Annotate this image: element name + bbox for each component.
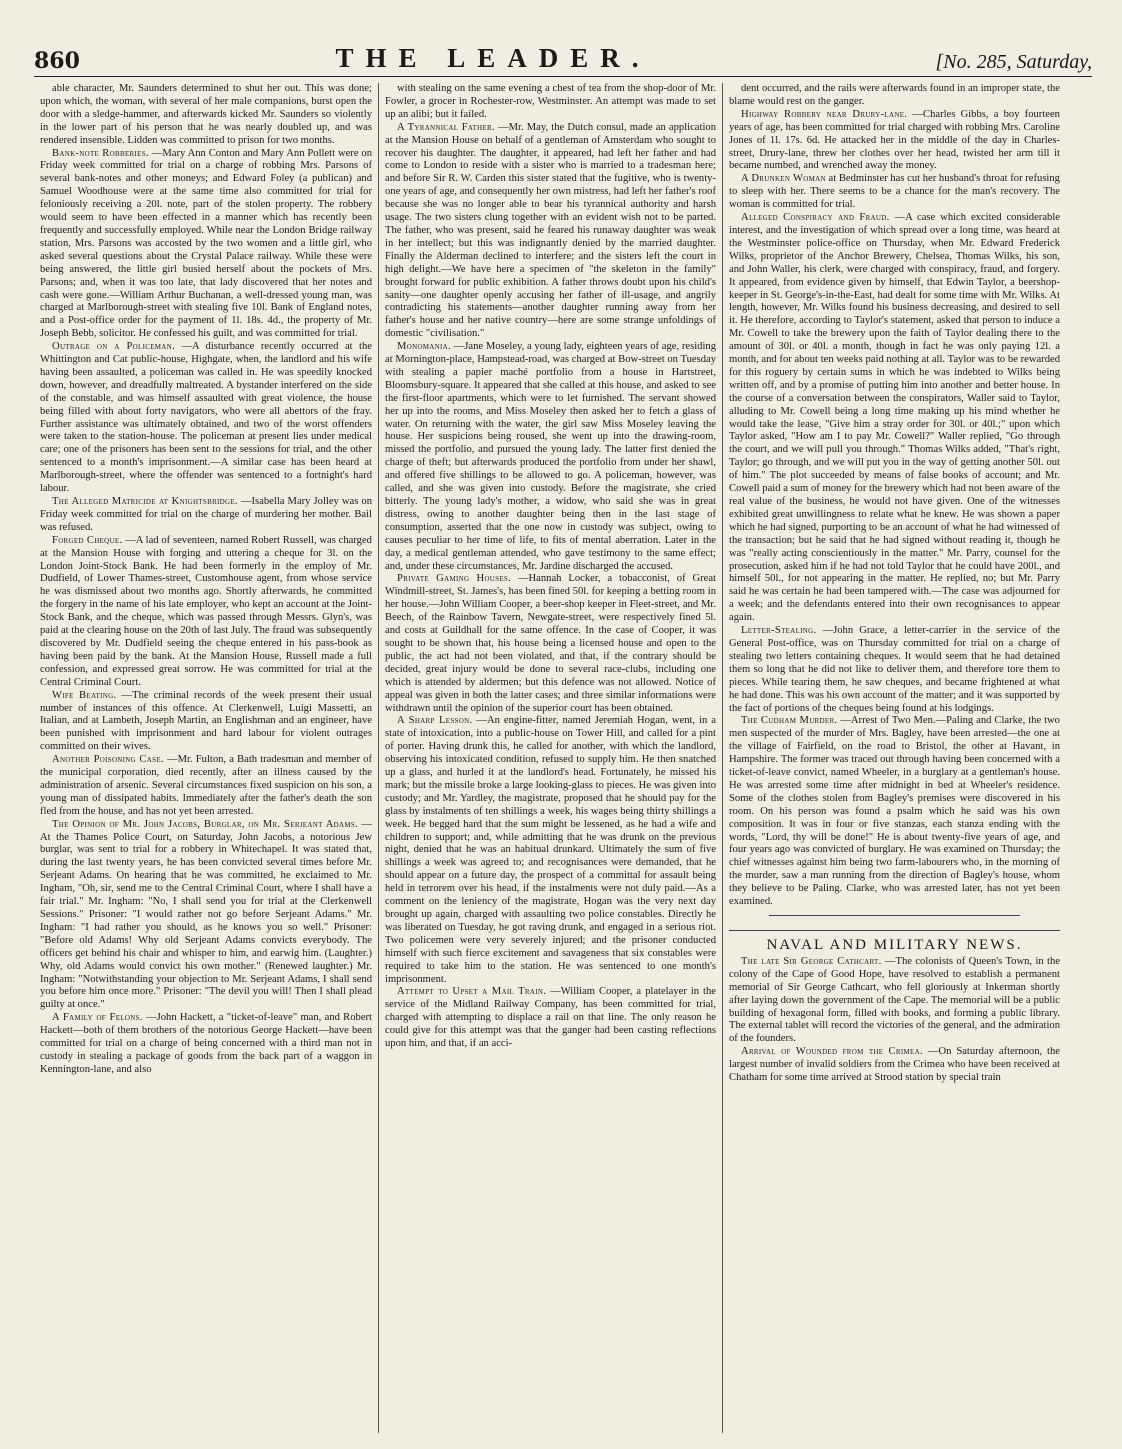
column-1	[34, 83, 378, 1433]
article-text: —The criminal records of the week present their usual number of instances of this offence. At Clerkenwell, Luigi Massetti, an Italian, and at Lambeth, Joseph Martin, an Englishman and an engineer, have been punished with imprisonment and hard labour for violent outrages committed on their wives.	[40, 689, 372, 753]
article-text: at Bedminster has cut her husband's throat for refusing to sleep with her. There seems to be a chance for the man's recovery. The woman is committed for trial.	[729, 173, 1060, 211]
article-text: —William Cooper, a platelayer in the service of the Midland Railway Company, has been committed for trial, charged with attempting to displace a rail on that line. The only reason he could give for this attempt was that the ganger had been casting reflections upon him, and that, if an acci-	[385, 986, 716, 1050]
article-text: —A lad of seventeen, named Robert Russell, was charged at the Mansion House with forging and uttering a cheque for 3l. on the London Joint-Stock Bank. He had been formerly in the employ of Mr. Dudfield, of Lower Thames-street, Customhouse agent, from whose service he was dismissed about two months ago. Shortly afterwards, he committed the forgery in the name of his late employer, who kept an account at the Joint-Stock Bank, and the cheque, which was passed through Messrs. Glyn's, was paid at the clearing house on the 20th of last July. The fraud was subsequently discovered by Mr. Dudfield seeing the cheque entered in his pass-book as having been paid by the bank. At the Mansion House, Russell made a full confession, and expressed great sorrow. He was committed for trial at the Central Criminal Court.	[40, 534, 372, 688]
column-3-articles	[729, 83, 1060, 909]
article-heading: A Tyrannical Father.	[397, 121, 495, 133]
article-paragraph	[40, 83, 372, 148]
article-paragraph	[40, 535, 372, 690]
columns	[34, 83, 1092, 1433]
article-heading: Wife Beating.	[52, 689, 117, 701]
article-paragraph	[729, 1046, 1060, 1085]
issue-dateline: [No. 285, Saturday,	[935, 51, 1092, 73]
article-heading: A Sharp Lesson.	[397, 715, 473, 727]
section-rule	[769, 915, 1020, 916]
article-paragraph	[40, 148, 372, 342]
article-heading: Letter-Stealing.	[741, 625, 817, 637]
article-heading: Attempt to Upset a Mail Train.	[397, 986, 547, 998]
article-heading: The Opinion of Mr. John Jacobs, Burglar, on Mr. Serjeant Adams.	[52, 818, 359, 830]
article-paragraph	[385, 986, 716, 1051]
article-text: —Mr. May, the Dutch consul, made an application at the Mansion House on behalf of a gentleman of Amsterdam who sought to recover his daughter. The daughter, it appeared, had left her father and had come to London to reside with a sister who is married to a tradesman here; and before Sir R. W. Carden this sister stated that the fugitive, who is twenty-one years of age, and consequently her own mistress, had left her father's roof because she was no longer able to bear his tyrannical authority and harsh usage. The two sisters clung together with an evident wish not to be parted. The father, who was present, said he feared his runaway daughter was weak in her intellect; but this was indignantly denied by the married daughter. Finally the Alderman declined to interfere; and the sisters left the court in high delight.—We have here a specimen of "the skeleton in the family" brought forward for public exhibition. A father throws doubt upon his child's sanity—one daughter openly accusing her father of ill-usage, and angrily contradicting his statements—another daughter running away from her father's house and her native country—here are some strange unfoldings of domestic "civilisation."	[385, 121, 716, 340]
article-heading: The Cudham Murder.	[741, 715, 838, 727]
article-paragraph	[40, 341, 372, 496]
article-text: dent occurred, and the rails were afterwards found in an improper state, the blame would rest on the ganger.	[729, 83, 1060, 107]
article-heading: Outrage on a Policeman.	[52, 341, 175, 353]
article-paragraph	[385, 573, 716, 715]
masthead	[34, 38, 1092, 77]
article-paragraph	[729, 715, 1060, 909]
article-paragraph	[385, 715, 716, 986]
article-text: —A case which excited considerable interest, and the investigation of which spread over a long time, was heard at the Westminster police-office on Thursday, when Mr. Edward Frederick Wilks, proprietor of the Anchor Brewery, Chelsea, Thomas Wilks, his son, and John Waller, his clerk, were charged with conspiracy, fraud, and forgery. It appeared, from evidence given by himself, that Edwin Taylor, a beershop-keeper in St. George's-in-the-East, had dealt for some time with Mr. Wilks. At length, however, Mr. Wilks found his business decreasing, and desired to sell it. He therefore, according to Taylor's statement, asked that person to induce a Mr. Cowell to take the brewery upon the faith of Taylor dealing there to the amount of 30l. or 40l. a month, though in fact he was only paying 12l. a month, and for about ten weeks paid nothing at all. Taylor was to be rewarded for this roguery by certain sums in which he was indebted to Wilks being written off, and by a promise of putting him into another and better house. In the course of a conversation between the conspirators, Waller said to Taylor, alluding to Mr. Cowell being a long time making up his mind whether he would take the lease, "Give him a stray order for 30l. or 40l.;" upon which Taylor asked, "How am I to pay Mr. Cowell?" Waller replied, "Go through the court, and we will pull you through." Thomas Wilks added, "That's right, Taylor; go through, and we will put you in the way of getting another 50l. out of him." The plot succeeded by means of false books of account; and Mr. Cowell paid a sum of money for the brewery which had not been aware of the real value of the business, he would not have given. One of the witnesses exhibited great unwillingness to relate what he knew. He was shown a paper which he had signed, purporting to be an account of what he had witnessed of the transaction; but he said that he had signed without reading it, though he was "really acting conscientiously in the matter." Mr. Parry, counsel for the prosecution, asked him if he had not told Taylor that he could have 200l., and himself 50l., for not appearing in the matter. He replied, no; but Mr. Parry said he was certain he had been tampered with.—The case was adjourned for a week; and the defendants entered into their own recognisances to appear again.	[729, 212, 1060, 624]
article-text: —Jane Moseley, a young lady, eighteen years of age, residing at Mornington-place, Hampstead-road, was charged at Bow-street on Tuesday with stealing a papier maché portfolio from a house in Hartstreet, Bloomsbury-square. It appeared that she called at this house, and asked to see the first-floor apartments, which were to let furnished. The servant showed her up into the rooms, and Miss Moseley then asked her to fetch a glass of water. On returning with the water, the girl saw Miss Moseley leaving the house. Her suspicions being roused, she went up into the drawing-room, missed the portfolio, and pursued the young lady. The latter first denied the charge of theft; but afterwards produced the portfolio from under her shawl, and offered five shillings to be allowed to go. A policeman, however, was called, and she was given into custody. Before the magistrate, she cried bitterly. The young lady's mother, a widow, who said she was in great distress, owing to another daughter being then in the last stage of consumption, asserted that the one now in custody was subject, owing to causes peculiar to her time of life, to fits of mental aberration. Later in the day, a medical gentleman attended, who gave testimony to the same effect; and, under these circumstances, Mr. Jardine discharged the accused.	[385, 341, 716, 572]
article-text: able character, Mr. Saunders determined to shut her out. This was done; upon which, the woman, with several of her male companions, burst open the door with a sledge-hammer, and afterwards kicked Mr. Saunders so violently in the lower part of his person that he was nearly doubled up, and was rendered insensible. Lidden was committed to prison for two months.	[40, 83, 372, 146]
article-heading: Bank-note Robberies.	[52, 147, 149, 159]
article-text: —An engine-fitter, named Jeremiah Hogan, went, in a state of intoxication, into a public-house on Tower Hill, and called for a pint of porter. Having drunk this, he called for another, with which the landlord, observing his intoxicated condition, refused to supply him. He then snatched up a glass, and hurled it at the landlord's head. Fortunately, he missed his mark; but the missile broke a large looking-glass to pieces. He was given into custody; and Mr. Yardley, the magistrate, proposed that he should pay for the glass by instalments of ten shillings a week, his wages being thirty shillings a week. He begged hard that the sum might be lessened, as he had a wife and children to support; and, while admitting that he was drunk on the previous night, denied that he was an habitual drunkard. Ultimately the sum of five shillings a week was agreed to; and recognisances were demanded, that he should appear on a future day, the prospect of a committal for assault being held in terrorem over his head, if the instalments were not duly paid.—As a comment on the leniency of the magistrate, Hogan was the very next day brought up again, charged with assaulting two police constables. Directly he was liberated on Tuesday, he got raving drunk, and engaged in a serious riot. Two policemen were very severely injured; and the prisoner conducted himself with such fierce excitement and savageness that six constables were required to take him to the station. He was sentenced to one month's imprisonment.	[385, 715, 716, 985]
article-heading: Another Poisoning Case.	[52, 754, 164, 766]
article-heading: Private Gaming Houses.	[397, 573, 512, 585]
column-3	[722, 83, 1066, 1433]
newspaper-title: THE LEADER.	[335, 43, 651, 73]
article-heading: Forged Cheque.	[52, 534, 123, 546]
article-text: —Arrest of Two Men.—Paling and Clarke, the two men suspected of the murder of Mrs. Bagley, have been arrested—the one at the village of Fairfield, on the road to Bristol, the other at Havant, in Hampshire. The former was traced out through having been concerned with a ticket-of-leave convict, named Wheeler, in a burglary at a gentleman's house. He was arrested some time after midnight in bed at Wheeler's residence. Some of the clothes stolen from Bagley's premises were discovered in his room. On his person was found a psalm which he said was his own composition. It was in four or five stanzas, each stanza ending with the words, "Lord, thy will be done!" He is about twenty-five years of age, and four years ago was convicted of burglary. He was examined on Thursday; the chief witnesses against him being two farm-labourers who, in the morning of the murder, saw a man running from the direction of Bagley's house, whom they believe to be Paling. Clarke, who was arrested later, has not yet been examined.	[729, 715, 1060, 908]
section-articles	[729, 956, 1060, 1085]
article-paragraph	[40, 496, 372, 535]
article-paragraph	[729, 956, 1060, 1046]
article-text: —John Hackett, a "ticket-of-leave" man, and Robert Hackett—both of them brothers of the notorious George Hackett—have been committed for trial on a charge of being concerned with a third man not in custody in stealing a package of goods from the back part of a waggon in Kennington-lane, and also	[40, 1012, 372, 1075]
article-text: —Mary Ann Conton and Mary Ann Pollett were on Friday week committed for trial on a charge of robbing Mrs. Parsons of several bank-notes and other moneys; and Edward Foley (a publican) and Samuel Woodhouse were at the same time also committed for trial for feloniously receiving a 20l. note, part of the stolen property. The robbery would seem to have been effected in a manner which has recently been frequently and successfully employed. While near the London Bridge railway station, Mrs. Parsons was accosted by the two women and a little girl, who asked several questions about the Crystal Palace railway. While these were being answered, the little girl busied herself about the pockets of Mrs. Parsons; and, when it was too late, that lady discovered that her notes and cash were gone.—William Arthur Buchanan, a well-dressed young man, was charged at Marlborough-street with stealing five 10l. Bank of England notes, and a Post-office order for the payment of 1l. 18s. 4d., the property of Mr. Joseph Bebb, solicitor. He confessed his guilt, and was committed for trial.	[40, 147, 373, 340]
article-text: with stealing on the same evening a chest of tea from the shop-door of Mr. Fowler, a grocer in Rochester-row, Westminster. An attempt was made to set up an alibi; but it failed.	[385, 83, 716, 120]
article-paragraph	[40, 754, 372, 819]
article-heading: Highway Robbery near Drury-lane.	[741, 108, 908, 120]
article-paragraph	[385, 122, 716, 341]
article-text: —On Saturday afternoon, the largest number of invalid soldiers from the Crimea who have been received at Chatham for some time arrived at Strood station by special train	[729, 1046, 1060, 1084]
article-text: —At the Thames Police Court, on Saturday, John Jacobs, a notorious Jew burglar, was sent to trial for a robbery in Whitechapel. It was stated that, during the last twenty years, he has been convicted several times before Mr. Serjeant Adams. On hearing that he was committed, he exclaimed to Mr. Ingham, "Oh, sir, send me to the Central Criminal Court, where I shall have a fair trial." Mr. Ingham: "No, I shall send you for trial at the Clerkenwell Sessions." Prisoner: "I would rather not go before Serjeant Adams." Mr. Ingham: "I had rather you should, as he knows you so well." Prisoner: "Before old Adams! Why old Serjeant Adams convicts everybody. The officers get behind his chair and whisper to him, and earwig him. (Laughter.) Why, old Adams would convict his own mother." (Renewed laughter.) Mr. Ingham: "Notwithstanding your objection to Mr. Serjeant Adams, I shall send you before him once more." Prisoner: "The devil you will! Then I shall plead guilty at once."	[40, 818, 372, 1011]
article-paragraph	[729, 109, 1060, 174]
article-paragraph	[729, 625, 1060, 715]
page-number: 860	[34, 48, 80, 74]
article-paragraph	[40, 690, 372, 755]
article-text: —A disturbance recently occurred at the Whittington and Cat public-house, Highgate, when, the landlord and his wife having been assaulted, a policeman was called in. He was speedily knocked down, however, and dreadfully maltreated. A bystander interfered on the side of the constable, and was himself assaulted with great violence, the house being filled with about forty navigators, who were all abettors of the fray. Further assistance was ultimately obtained, and two of the worst offenders were taken to the station-house. The policeman at present lies under medical care; one of the prisoners has been sent to the sessions for trial, and the other sentenced to a month's imprisonment.—A similar case has been heard at Marlborough-street, where the offender was sentenced to a fortnight's hard labour.	[40, 341, 372, 495]
article-paragraph	[40, 819, 372, 1013]
article-text: —Mr. Fulton, a Bath tradesman and member of the municipal corporation, died recently, after an illness caused by the administration of arsenic. Several circumstances fixed suspicion on his son, a young man of dissipated habits. Immediately after the father's death the son fled from the house, and has not yet been arrested.	[40, 754, 372, 817]
column-2	[378, 83, 722, 1433]
article-text: —Hannah Locker, a tobacconist, of Great Windmill-street, St. James's, has been fined 50l. for keeping a betting room in her house.—John William Cooper, a beer-shop keeper in Fleet-street, and Mr. Beech, of the Rainbow Tavern, Newgate-street, were respectively fined 5l. and costs at Guildhall for the same offence. In the case of Cooper, it was sought to be shown that, his house being a licensed house and open to the public, the act had not been violated, and that, if the contrary should be decided, great injury would be done to several race-clubs, including one which is attended by aldermen; but this defence was not allowed. Notice of appeal was given in both the latter cases; and three similar informations were withdrawn until the opinion of the superior court has been obtained.	[385, 573, 716, 714]
article-heading: A Family of Felons.	[52, 1012, 143, 1024]
article-paragraph	[385, 341, 716, 573]
article-paragraph	[385, 83, 716, 122]
article-heading: A Drunken Woman	[741, 173, 826, 185]
article-heading: Alleged Conspiracy and Fraud.	[741, 212, 890, 224]
article-heading: Monomania.	[397, 341, 451, 353]
section-heading: NAVAL AND MILITARY NEWS.	[729, 930, 1060, 952]
article-text: —John Grace, a letter-carrier in the service of the General Post-office, was on Thursday committed for trial on a charge of stealing two letters containing cheques. It would seem that he had detained them so long that he did not like to deliver them, and therefore tore them to pieces. While tearing them, he saw cheques, and became frightened at what he had done. This was his own account of the matter; and it was supported by the fact of portions of the cheques being found at his lodgings.	[729, 625, 1060, 714]
article-paragraph	[729, 173, 1060, 212]
article-heading: The late Sir George Cathcart.	[741, 955, 882, 967]
article-text: —The colonists of Queen's Town, in the colony of the Cape of Good Hope, have resolved to establish a permanent memorial of Sir George Cathcart, who fell gloriously at Inkerman shortly after laying down the government of the Cape. The memorial will be a public building of hexagonal form, filled with books, and forming a public library. The external tablet will record the victories of the general, and the admiration of the founders.	[729, 955, 1060, 1045]
article-paragraph	[40, 1012, 372, 1077]
article-text: —Isabella Mary Jolley was on Friday week committed for trial on the charge of murdering her mother. Bail was refused.	[40, 496, 372, 533]
article-text: —Charles Gibbs, a boy fourteen years of age, has been committed for trial charged with robbing Mrs. Caroline Jones of 1l. 17s. 6d. He attacked her in the middle of the day in Charles-street, Drury-lane, threw her clothes over her head, twisted her arm till it became numbed, and wrenched away the money.	[729, 108, 1060, 172]
article-paragraph	[729, 83, 1060, 109]
article-heading: Arrival of Wounded from the Crimea.	[741, 1046, 923, 1058]
article-paragraph	[729, 212, 1060, 625]
article-heading: The Alleged Matricide at Knightsbridge.	[52, 496, 238, 507]
